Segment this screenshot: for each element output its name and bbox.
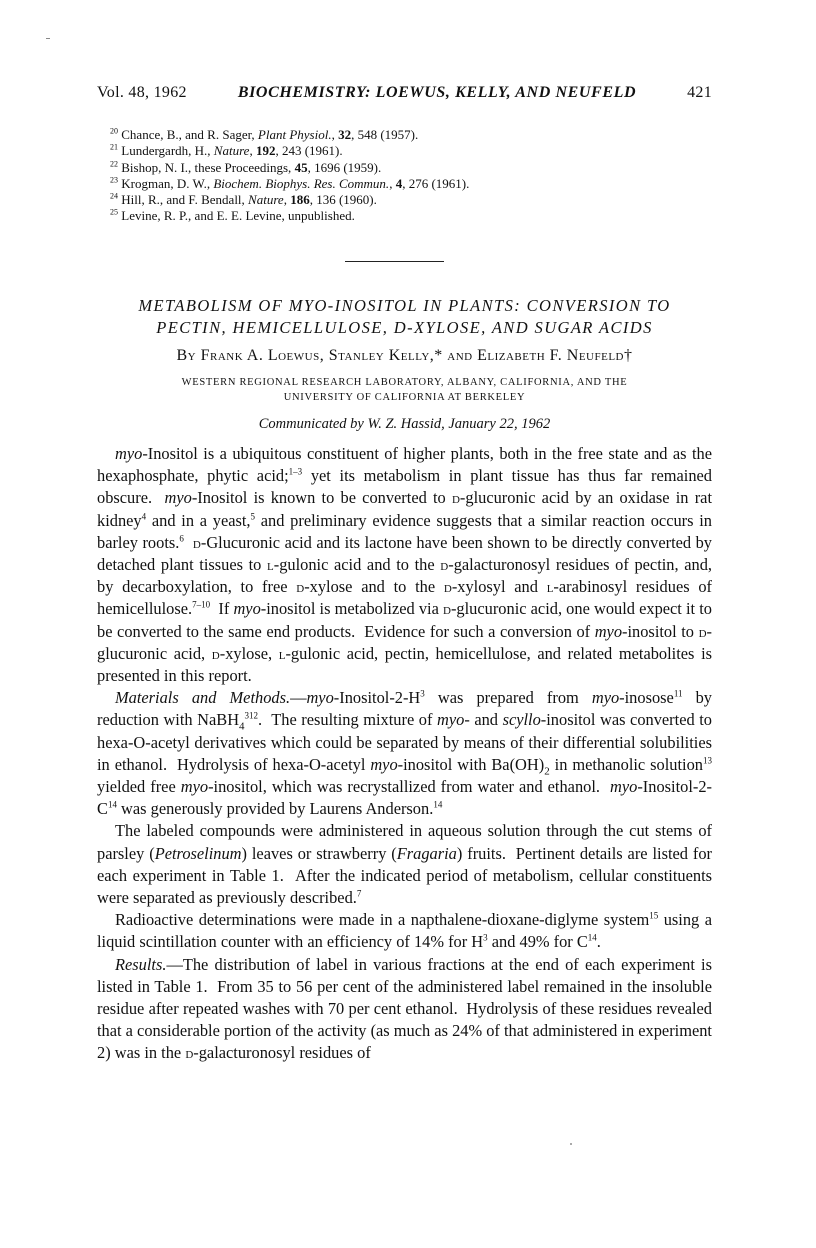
scan-speck — [46, 38, 50, 39]
paragraph-administration: The labeled compounds were administered in aqueous solution through the cut stems of parsley (Petroselinum) leaves or strawberry (Fragaria) fruits. Pertinent details are listed for each experiment in Table 1. After the indicated period of metabolism, cellular constituents were separated as previously described.$^7$ — [97, 821, 713, 908]
reference-item: $^{25}$ Levine, R. P., and E. E. Levine, unpublished. — [110, 208, 355, 224]
paragraph-methods: Materials and $Methods.—myo-Inositol-2-H^3$ was prepared from myo-inosose$^{11}$ by reduction with NaBH$_4^{312}$. The resulting mixture of myo- and scyllo-inositol was converted to hexa-O-acetyl derivatives which could be separated by means of their differential solubilities in ethanol. Hydrolysis of hexa-O-acetyl myo-inositol with $Ba(OH)_2$ in methanolic solution$^{13}$ yielded free myo-inositol, which was recrystallized from water and ethanol. myo-$Inositol-2-C^{14}$ was generously provided by Laurens Anderson.$^{14}$ — [97, 688, 712, 819]
reference-item: $^{21}$ Lundergardh, H., Nature, 192, 243 (1961). — [110, 142, 343, 159]
article-title: METABOLISM OF MYO-INOSITOL IN PLANTS: CONVERSION TO PECTIN, HEMICELLULOSE, D-XYLOSE, AND SUGAR ACIDS — [138, 296, 671, 337]
article-body — [97, 443, 712, 1065]
section-divider — [345, 261, 444, 262]
scan-speck — [570, 1143, 572, 1145]
reference-item: $^{22}$ Bishop, N. I., these Proceedings, 45, 1696 (1959). — [110, 159, 382, 175]
reference-item: $^{23}$ Krogman, D. W., Biochem. Biophys. Res. Commun., 4, 276 (1961). — [110, 175, 470, 191]
paragraph-radioactive: Radioactive determinations were made in a napthalene-dioxane-diglyme system$^{15}$ using a liquid scintillation counter with an efficiency of 14% for $H^3$ and 49% for $C^{14}$. — [97, 910, 712, 952]
page-number: 421 — [687, 84, 712, 101]
reference-list — [110, 127, 710, 225]
journal-authors-label: BIOCHEMISTRY: LOEWUS, KELLY, AND NEUFELD — [237, 84, 637, 101]
affiliation: WESTERN REGIONAL RESEARCH LABORATORY, ALBANY, CALIFORNIA, AND THE UNIVERSITY OF CALIFORNIA AT BERKELEY — [181, 377, 628, 403]
paragraph-results: Results.—The distribution of label in various fractions at the end of each experiment is listed in Table 1. From 35 to 56 per cent of the administered label remained in the insoluble residue after repeated washes with 70 per cent ethanol. Hydrolysis of these residues revealed that a considerable portion of the activity (as much as 24% of that administered in experiment 2) was in the d-galacturonosyl residues of — [97, 954, 712, 1063]
running-head — [97, 84, 712, 102]
communicated-line: Communicated by W. Z. Hassid, January 22, 1962 — [258, 416, 551, 432]
reference-item: $^{24}$ Hill, R., and F. Bendall, Nature, 186, 136 (1960). — [110, 191, 377, 208]
volume-label: Vol. 48, 1962 — [97, 84, 187, 101]
article-authors: By Frank A. Loewus, Stanley Kelly,* and Elizabeth F. Neufeld† — [176, 347, 633, 364]
reference-item: $^{20}$ Chance, B., and R. Sager, Plant Physiol., 32, 548 (1957). — [110, 126, 419, 142]
paragraph-intro: myo-Inositol is a ubiquitous constituent of higher plants, both in the free state and as the hexaphosphate, phytic acid;$^{1-3}$ yet its metabolism in plant tissue has thus far remained obscure. myo-Inositol is known to be converted to d-glucuronic acid by an oxidase in rat kidney$^4$ and in a yeast,$^5$ and preliminary evidence suggests that a similar reaction occurs in barley roots.$^6$ d-Glucuronic acid and its lactone have been shown to be directly converted by detached plant tissues to l-gulonic acid and to the d-galacturonosyl residues of pectin, and, by decarboxylation, to free d-xylose and to the d-xylosyl and l-arabinosyl residues of hemicellulose.$^{7-10}$ If myo-inositol is metabolized via d-glucuronic acid, one would expect it to be converted to the same end products. Evidence for such a conversion of myo-inositol to d-glucuronic acid, d-xylose, l-gulonic acid, pectin, hemicellulose, and related metabolites is presented in this report. — [97, 444, 713, 686]
